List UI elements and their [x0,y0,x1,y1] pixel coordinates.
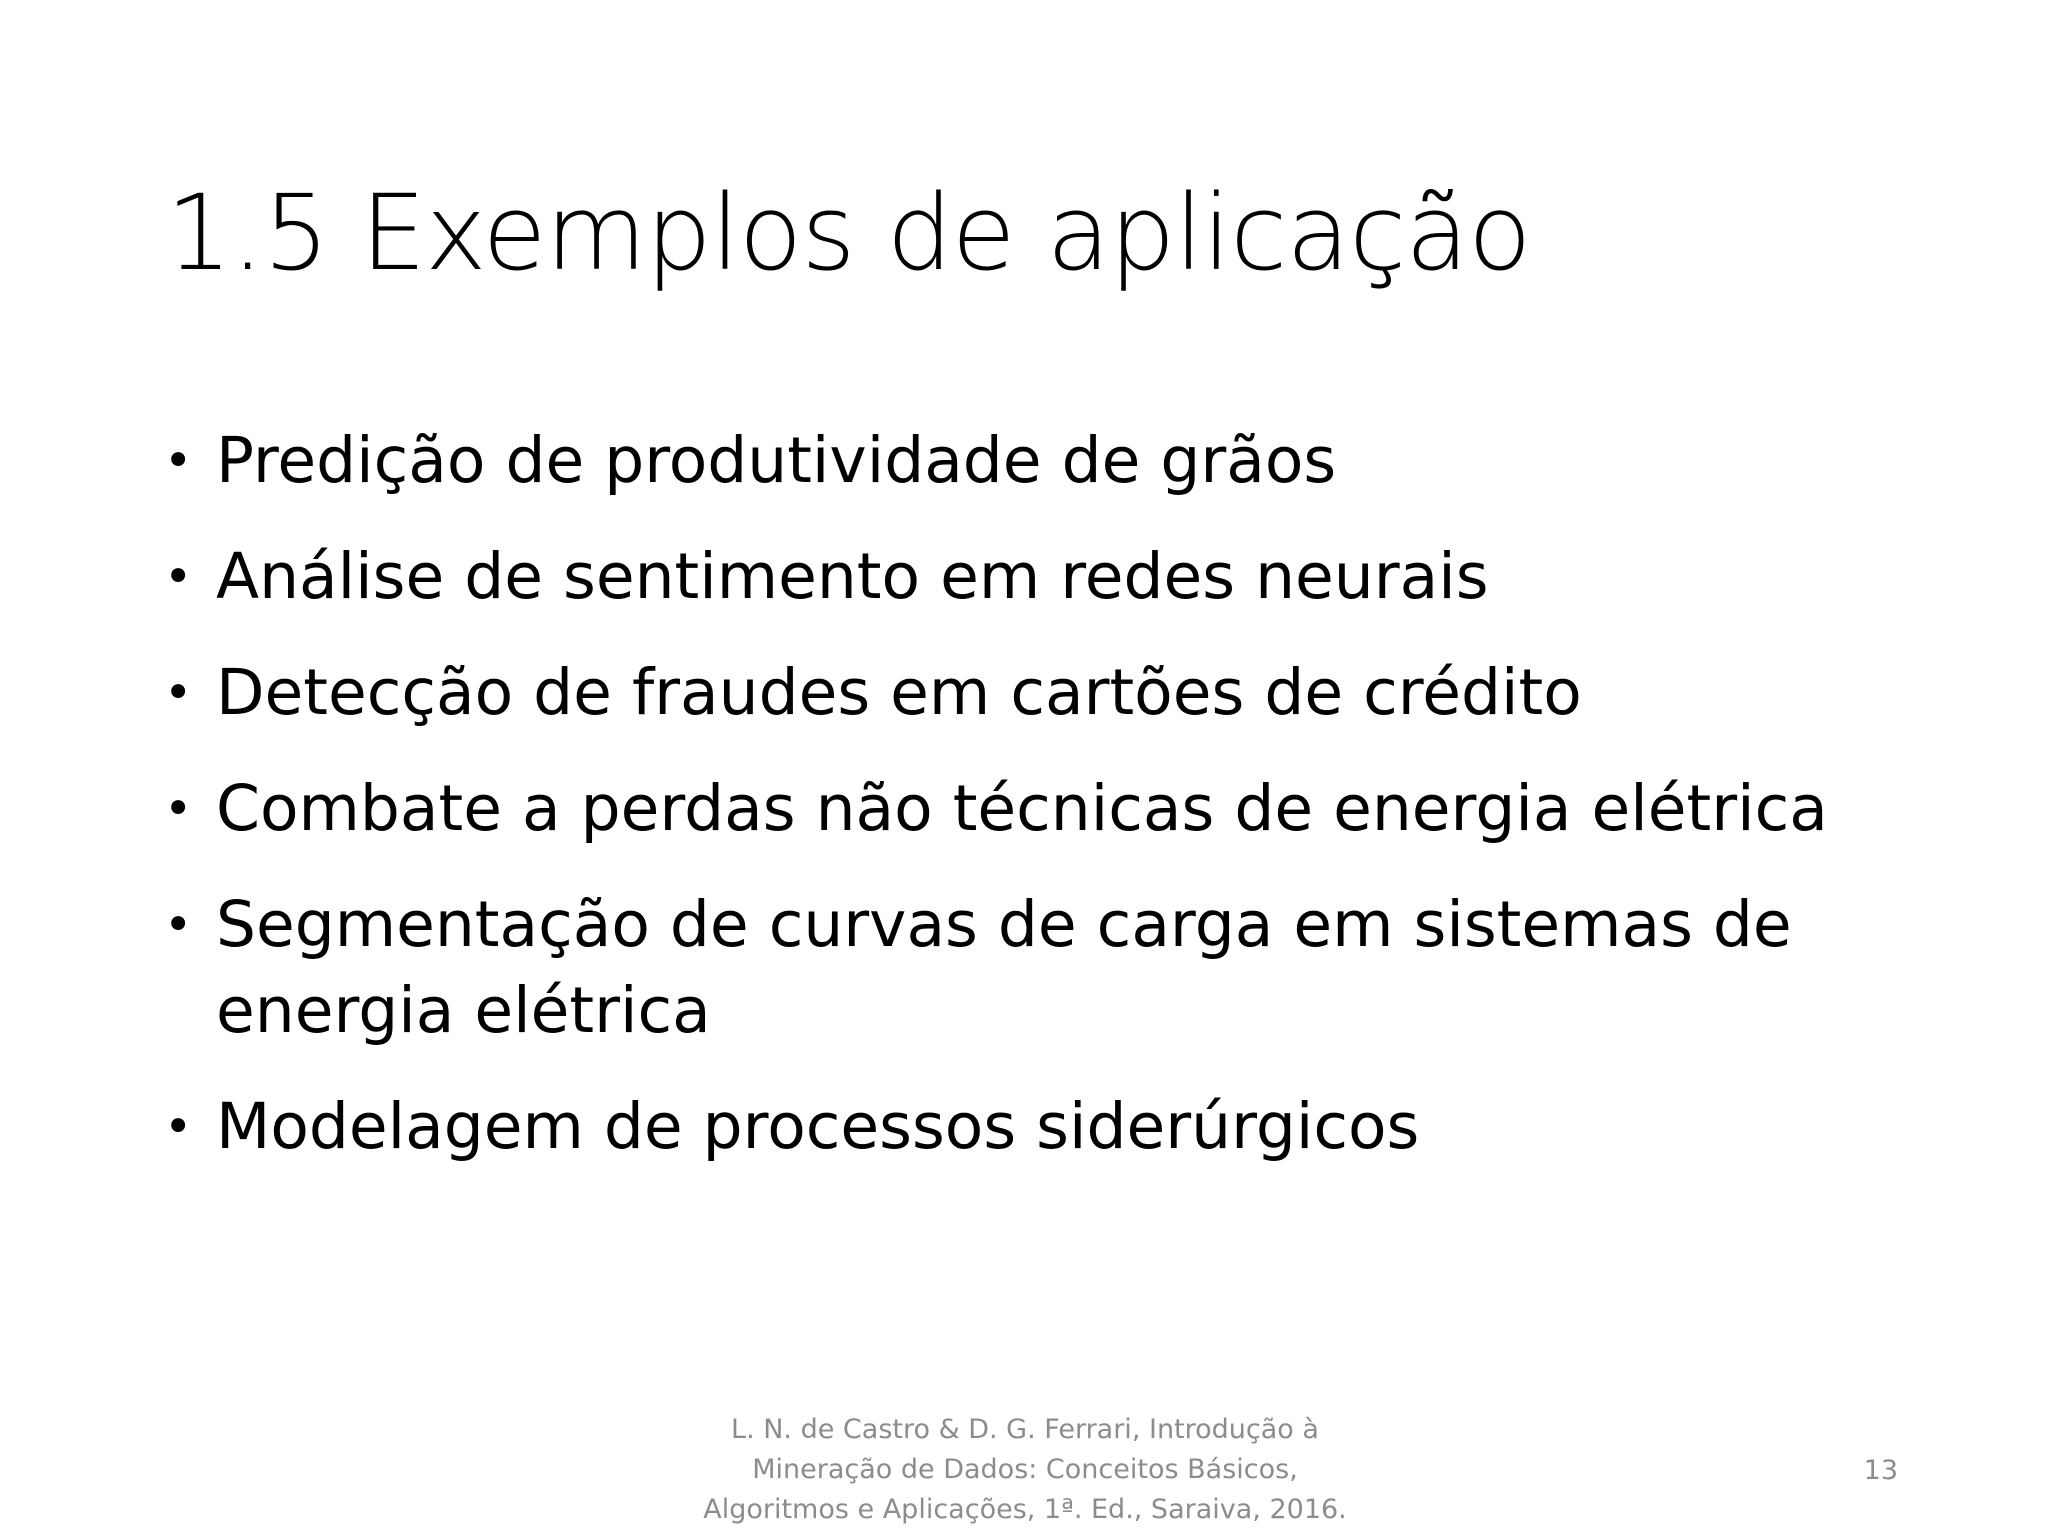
bullet-dot: • [164,665,193,721]
bullet-dot: • [164,1099,193,1155]
bullet-text: Modelagem de processos siderúrgicos [216,1090,1420,1163]
bullet-text: Predição de produtividade de grãos [216,424,1337,497]
bullet-dot: • [164,433,193,489]
bullet-item [160,766,1900,852]
bullet-item [160,650,1900,736]
footer-citation [690,1410,1360,1530]
bullet-text: Análise de sentimento em redes neurais [216,540,1489,613]
bullet-item [160,882,1900,1054]
slide-title: 1.5 Exemplos de aplicação [166,172,1531,294]
citation-line: Mineração de Dados: Conceitos Básicos, [752,1454,1298,1485]
bullet-text: Detecção de fraudes em cartões de crédito [216,656,1582,729]
bullet-dot: • [164,549,193,605]
page-number: 13 [1863,1455,1898,1486]
bullet-dot: • [164,781,193,837]
bullet-item [160,534,1900,620]
bullet-item [160,418,1900,504]
bullet-item [160,1084,1900,1170]
citation-line: L. N. de Castro & D. G. Ferrari, Introdução à [731,1414,1319,1445]
bullet-text: Combate a perdas não técnicas de energia elétrica [216,772,1828,845]
citation-line: Algoritmos e Aplicações, 1ª. Ed., Saraiva, 2016. [703,1494,1347,1525]
bullet-text: Segmentação de curvas de carga em sistemas de energia elétrica [216,888,1792,1047]
bullet-list [160,418,1900,1200]
bullet-dot: • [164,897,193,953]
